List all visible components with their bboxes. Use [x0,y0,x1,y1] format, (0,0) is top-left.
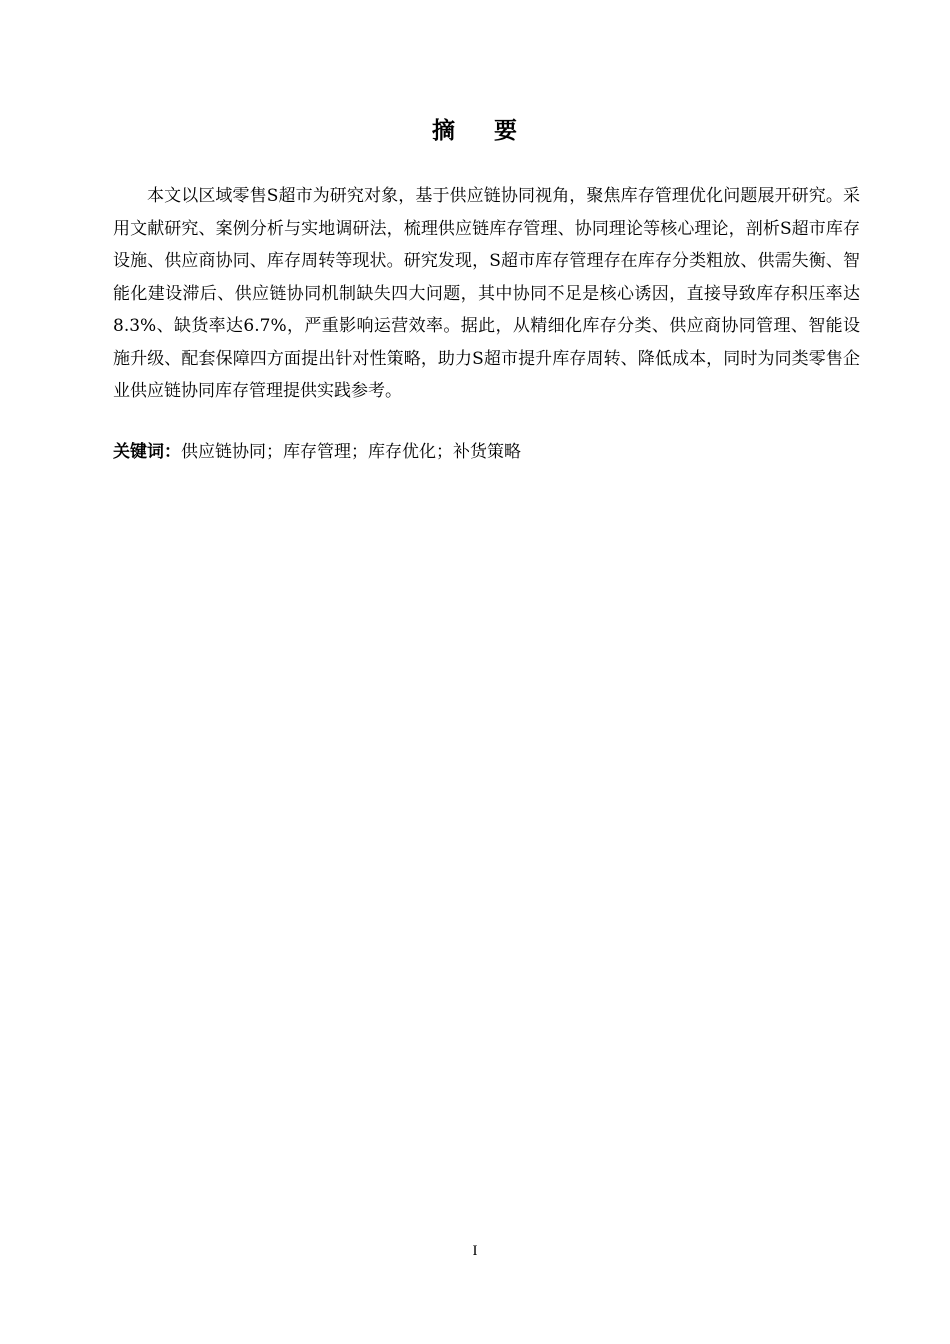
keywords-line [113,436,860,468]
abstract-title [0,115,950,147]
keywords-values: 供应链协同；库存管理；库存优化；补货策略 [181,442,521,462]
abstract-paragraph: 本文以区域零售S超市为研究对象，基于供应链协同视角，聚焦库存管理优化问题展开研究。采用文献研究、案例分析与实地调研法，梳理供应链库存管理、协同理论等核心理论，剖析S超市库存设施、供应商协同、库存周转等现状。研究发现，S超市库存管理存在库存分类粗放、供需失衡、智能化建设滞后、供应链协同机制缺失四大问题，其中协同不足是核心诱因，直接导致库存积压率达8.3%、缺货率达6.7%，严重影响运营效率。据此，从精细化库存分类、供应商协同管理、智能设施升级、配套保障四方面提出针对性策略，助力S超市提升库存周转、降低成本，同时为同类零售企业供应链协同库存管理提供实践参考。 [113,186,860,401]
page-number: I [472,1243,478,1259]
title-char-1: 摘 [432,118,456,144]
keywords-label: 关键词： [113,442,181,462]
title-char-2: 要 [494,118,518,144]
